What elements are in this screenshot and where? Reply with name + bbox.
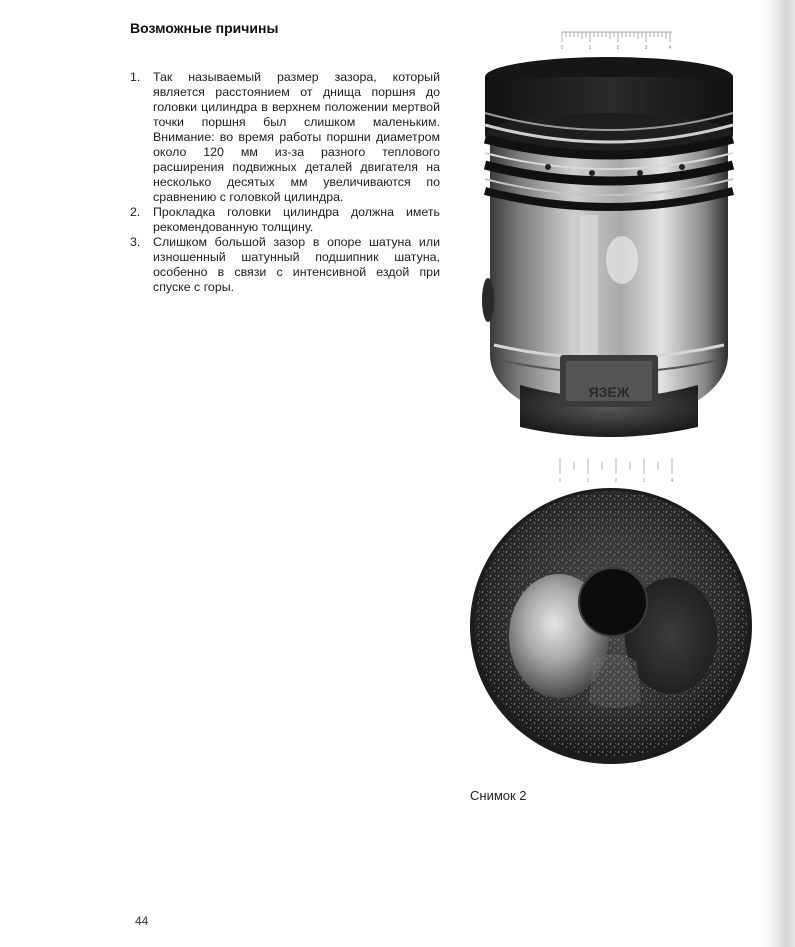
section-heading: Возможные причины: [130, 20, 279, 36]
scale-ruler-top: [560, 28, 676, 54]
cause-number: 3.: [130, 235, 141, 249]
ruler-tick-label: 0: [558, 478, 562, 484]
ruler-tick-label: 3: [642, 478, 646, 484]
figure-caption: Снимок 2: [470, 788, 527, 803]
ruler-tick-label: 2: [614, 478, 618, 484]
cause-number: 1.: [130, 70, 141, 84]
cause-text: Так называемый размер зазора, который является расстоянием от днища поршня до головки цилиндра в верхнем положении мертвой точки поршня был слишком маленьким. Внимание: во время работы поршни диаметром около 120 мм из-за разного теплового расширения подвижных деталей двигателя на несколько десятых мм увеличиваются по сравнению с головкой цилиндра.: [153, 70, 440, 204]
ruler-tick-label: 3: [644, 45, 648, 51]
page-number: 44: [135, 914, 149, 928]
ruler-tick-label: 4: [668, 45, 672, 51]
ruler-tick-label: 1: [586, 478, 590, 484]
ruler-tick-label: 2: [616, 45, 620, 51]
cause-text: Слишком большой зазор в опоре шатуна или изношенный шатунный подшипник шатуна, особенно в связи с интенсивной ездой при спуске с горы.: [153, 235, 440, 294]
ruler-tick-label: 0: [560, 45, 564, 51]
piston-crown-photo: [465, 486, 755, 768]
page-edge-shadow: [761, 0, 795, 947]
cause-item-3: [130, 235, 440, 295]
piston-side-photo: [472, 55, 747, 447]
ruler-tick-label: 1: [588, 45, 592, 51]
scale-ruler-bottom: [556, 456, 680, 486]
piston-stamp: ЯЗЕЖ: [588, 384, 630, 400]
cause-number: 2.: [130, 205, 141, 219]
ruler-tick-label: 4: [670, 478, 674, 484]
cause-item-2: [130, 205, 440, 235]
cause-text: Прокладка головки цилиндра должна иметь рекомендованную толщину.: [153, 205, 440, 234]
cause-item-1: [130, 70, 440, 205]
causes-list: [130, 70, 440, 295]
